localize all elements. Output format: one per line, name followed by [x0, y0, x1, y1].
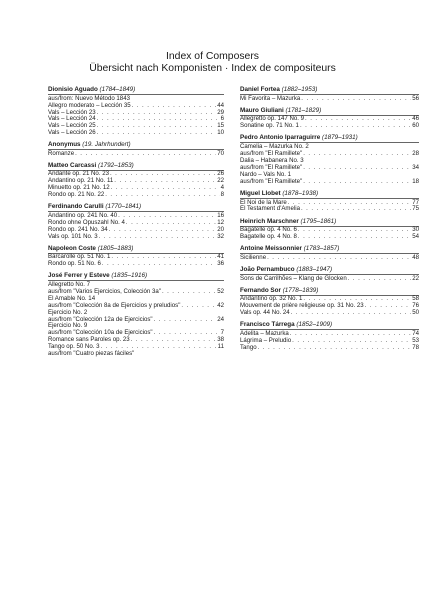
entry-page-number: 24: [217, 315, 224, 323]
entry-page-number: 32: [217, 232, 224, 240]
entry-title: aus/from "El Ramillete": [240, 177, 303, 185]
entry-page-number: 75: [412, 205, 419, 213]
entry-page-number: 36: [217, 260, 224, 268]
composer-dionisio-aguado: [48, 86, 224, 137]
entry-title: Mi Favorita – Mazurka: [240, 94, 301, 102]
index-entry: [240, 310, 419, 317]
dot-leader: [97, 116, 220, 123]
entry-title: Vals – Lección 23: [48, 108, 96, 116]
entry-page-number: 4: [220, 184, 224, 192]
composer-dates: (1835–1916): [111, 272, 148, 280]
entry-page-number: 74: [412, 330, 419, 337]
entry-page-number: 15: [217, 122, 224, 130]
composer-dates: (1783–1857): [303, 245, 340, 253]
entry-title: Romance sans Paroles op. 23: [48, 336, 130, 344]
composer-pedro-antonio-iparraguirre: [240, 134, 419, 185]
entry-title: aus/from: Nuevo Método 1843: [48, 94, 130, 102]
entry-page-number: 10: [217, 129, 224, 137]
entry-page-number: 38: [217, 336, 224, 344]
dot-leader: [300, 123, 411, 130]
entry-title: Vals – Lección 25: [48, 122, 96, 130]
composer-mauro-giuliani: [240, 107, 419, 131]
dot-leader: [267, 255, 411, 262]
composer-dates: (1792–1853): [98, 161, 134, 169]
entry-title: Sonatine op. 71 No. 1: [240, 122, 299, 130]
entry-title: Sons de Carrilhões – Klang de Glocken: [240, 274, 347, 282]
dot-leader: [181, 303, 216, 310]
dot-leader: [365, 303, 412, 310]
composer-dates: (19. Jahrhundert): [82, 141, 131, 149]
index-entry: [240, 276, 419, 283]
entry-page-number: 26: [217, 170, 224, 178]
entry-page-number: 60: [412, 122, 419, 130]
composer-napoleon-coste: [48, 245, 224, 269]
index-entry: [240, 96, 419, 103]
dot-leader: [114, 178, 216, 185]
entry-page-number: 50: [412, 309, 419, 317]
entry-title: Nardo – Vals No. 1: [240, 170, 292, 178]
composer-jose-ferrer-y-esteve: [48, 272, 224, 358]
entry-page-number: 58: [412, 295, 419, 303]
composer-heading: [240, 86, 419, 95]
dot-leader: [291, 310, 412, 317]
entry-title: Rondo ohne Opuszahl No. 4: [48, 218, 125, 226]
composer-antoine-meissonnier: [240, 245, 419, 262]
index-entry: [48, 351, 224, 358]
composer-dates: (1882–1953): [281, 86, 318, 93]
composer-name: Napoleon Coste: [48, 244, 96, 252]
dot-leader: [102, 261, 216, 268]
entry-title: Camelia – Mazurka No. 2: [240, 143, 309, 151]
dot-leader: [97, 130, 217, 137]
entry-title: Allegretto op. 147 No. 9: [240, 115, 305, 123]
entry-page-number: 34: [412, 163, 419, 171]
entry-title: aus/from "Colección 8a de Ejercicios y preludios": [48, 301, 181, 309]
index-entry: [48, 130, 224, 137]
composer-name: Francisco Tárrega: [240, 321, 295, 329]
composer-francisco-tarrega: [240, 321, 419, 351]
entry-page-number: 16: [217, 211, 224, 219]
dot-leader: [110, 171, 216, 178]
dot-leader: [111, 185, 220, 192]
entry-title: Bagatelle op. 4 No. 6: [240, 226, 297, 234]
entry-title: Lágrima – Preludio: [240, 336, 292, 344]
dot-leader: [258, 345, 412, 352]
dot-leader: [301, 206, 411, 213]
composer-heading: [48, 86, 224, 95]
index-entry: [240, 234, 419, 241]
composer-heading: [48, 141, 224, 150]
composer-heading: [240, 266, 419, 275]
composer-dates: (1878–1938): [282, 189, 319, 197]
dot-leader: [132, 103, 217, 110]
entry-title: aus/from "Cuatro piezas fáciles": [48, 350, 135, 358]
entry-title: Andantino op. 241 No. 40: [48, 211, 118, 219]
entry-title: Sicilienne: [240, 253, 267, 261]
composer-name: Mauro Giuliani: [240, 106, 284, 114]
composer-fernando-sor: [240, 287, 419, 317]
left-column: [48, 86, 224, 362]
entry-page-number: 12: [217, 218, 224, 226]
entry-title: aus/from "El Ramillete": [240, 149, 303, 157]
entry-page-number: 28: [412, 149, 419, 157]
dot-leader: [303, 179, 411, 186]
composer-miguel-llobet: [240, 190, 419, 214]
composer-name: João Pernambuco: [240, 266, 295, 274]
entry-page-number: 30: [412, 226, 419, 234]
composer-anonymus: [48, 141, 224, 158]
composer-joao-pernambuco: [240, 266, 419, 283]
composer-name: Antoine Meissonnier: [240, 245, 302, 253]
composer-dates: (1770–1841): [105, 203, 142, 211]
entry-page-number: 20: [217, 225, 224, 233]
entry-title: aus/from "Varios Ejercicios, Colección 3a": [48, 287, 161, 295]
entry-title: Rondo op. 21 No. 22: [48, 191, 105, 199]
dot-leader: [348, 276, 412, 283]
entry-title: Rondo op. 51 No. 6: [48, 260, 101, 268]
dot-leader: [97, 110, 217, 117]
index-entry: [240, 345, 419, 352]
entry-page-number: 76: [412, 302, 419, 310]
dot-leader: [105, 192, 219, 199]
dot-leader: [126, 220, 216, 227]
composer-heading: [240, 190, 419, 199]
index-entry: [48, 261, 224, 268]
composer-dates: (1781–1829): [285, 106, 322, 114]
dot-leader: [298, 227, 411, 234]
dot-leader: [305, 116, 411, 123]
entry-title: Allegro moderato – Lección 35: [48, 101, 131, 109]
entry-page-number: 22: [217, 177, 224, 185]
composer-heading: [48, 203, 224, 212]
composer-name: Dionisio Aguado: [48, 86, 98, 93]
entry-title: Vals – Lección 24: [48, 115, 96, 123]
index-entry: [240, 206, 419, 213]
dot-leader: [75, 151, 216, 158]
dot-leader: [162, 289, 216, 296]
entry-page-number: 6: [220, 115, 224, 123]
entry-title: Minuetto op. 21 No. 12: [48, 184, 110, 192]
dot-leader: [111, 254, 216, 261]
composer-name: Pedro Antonio Iparraguirre: [240, 134, 321, 142]
composer-name: José Ferrer y Esteve: [48, 272, 110, 280]
dot-leader: [298, 234, 411, 241]
entry-page-number: 54: [412, 233, 419, 241]
composer-name: Fernando Sor: [240, 286, 281, 294]
composer-name: Miguel Llobet: [240, 189, 281, 197]
entry-page-number: 8: [220, 191, 224, 199]
index-entry: [240, 123, 419, 130]
composer-dates: (1784–1849): [99, 86, 136, 93]
composer-dates: (1805–1883): [97, 244, 134, 252]
entry-page-number: 22: [412, 274, 419, 282]
entry-page-number: 41: [217, 253, 224, 261]
composer-matteo-carcassi: [48, 162, 224, 199]
composer-heinrich-marschner: [240, 218, 419, 242]
composer-name: Heinrich Marschner: [240, 217, 299, 225]
composer-dates: (1852–1909): [296, 321, 333, 329]
dot-leader: [288, 200, 411, 207]
right-column: [240, 86, 419, 356]
dot-leader: [131, 337, 217, 344]
dot-leader: [154, 317, 217, 324]
entry-page-number: 52: [217, 287, 224, 295]
composer-daniel-fortea: [240, 86, 419, 103]
entry-title: Andante op. 21 No. 23: [48, 170, 109, 178]
composer-dates: (1795–1861): [300, 217, 337, 225]
entry-page-number: 44: [217, 101, 224, 109]
entry-page-number: 11: [217, 343, 224, 351]
entry-title: Adelita – Mazurka: [240, 330, 289, 337]
entry-title: Tango: [240, 343, 257, 351]
entry-page-number: 70: [217, 149, 224, 157]
entry-title: El Testament d'Amelia: [240, 205, 300, 213]
entry-title: Vals – Lección 26: [48, 129, 96, 137]
index-entry: [240, 255, 419, 262]
entry-page-number: 42: [217, 301, 224, 309]
dot-leader: [290, 331, 411, 338]
entry-page-number: 77: [412, 198, 419, 206]
entry-page-number: 78: [412, 343, 419, 351]
entry-page-number: 48: [412, 253, 419, 261]
entry-title: Dalia – Habanera No. 3: [240, 156, 304, 164]
entry-title: Andantino op. 21 No. 11: [48, 177, 114, 185]
entry-page-number: 7: [220, 329, 224, 337]
dot-leader: [97, 123, 217, 130]
entry-title: aus/from "Colección 12a de Ejercicios": [48, 315, 153, 323]
composer-name: Ferdinando Carulli: [48, 203, 104, 211]
entry-title: Bagatelle op. 4 No. 8: [240, 233, 297, 241]
composer-name: Anonymus: [48, 141, 81, 149]
title-german-french: Übersicht nach Komponisten · Index de compositeurs: [89, 63, 336, 74]
entry-title: Vals op. 101 No. 3: [48, 232, 98, 240]
composer-heading: [240, 245, 419, 254]
entry-title: aus/from "El Ramillete": [240, 163, 303, 171]
index-entry: [48, 234, 224, 241]
dot-leader: [303, 151, 411, 158]
entry-title: Ejercicio No. 2: [48, 308, 88, 316]
entry-title: Tango op. 50 No. 3: [48, 343, 100, 351]
dot-leader: [118, 213, 216, 220]
entry-page-number: 18: [412, 177, 419, 185]
entry-page-number: 29: [217, 108, 224, 116]
entry-title: aus/from "Colección 10a de Ejercicios": [48, 329, 153, 337]
composer-name: Matteo Carcassi: [48, 161, 97, 169]
composer-dates: (1883–1947): [296, 266, 333, 274]
entry-title: Romanze: [48, 149, 75, 157]
dot-leader: [301, 96, 411, 103]
index-entry: [48, 151, 224, 158]
dot-leader: [154, 330, 220, 337]
composer-dates: (1879–1931): [322, 134, 358, 142]
entry-title: El Amable No. 14: [48, 294, 96, 302]
entry-page-number: 46: [412, 115, 419, 123]
entry-page-number: 56: [412, 94, 419, 102]
dot-leader: [109, 227, 217, 234]
title-english: Index of Composers: [166, 51, 259, 62]
entry-title: Barcarolle op. 51 No. 1: [48, 253, 111, 261]
entry-title: Vals op. 44 No. 24: [240, 309, 290, 317]
composer-heading: [48, 272, 224, 281]
dot-leader: [292, 338, 411, 345]
composer-dates: (1778–1839): [282, 286, 319, 294]
index-entry: [240, 179, 419, 186]
entry-title: Andantino op. 32 No. 1: [240, 295, 303, 303]
composer-name: Daniel Fortea: [240, 86, 280, 93]
entry-page-number: 53: [412, 336, 419, 344]
dot-leader: [303, 165, 411, 172]
entry-title: Rondo op. 241 No. 34: [48, 225, 108, 233]
index-entry: [240, 338, 419, 345]
composer-ferdinando-carulli: [48, 203, 224, 240]
entry-title: El Noi de la Mare: [240, 198, 287, 206]
entry-title: Mouvement de prière religieuse op. 31 No. 23: [240, 302, 364, 310]
page-header: [0, 51, 425, 75]
entry-title: Allegretto No. 7: [48, 280, 91, 288]
entry-title: Ejercicio No. 9: [48, 322, 88, 330]
dot-leader: [99, 234, 217, 241]
index-entry: [48, 192, 224, 199]
